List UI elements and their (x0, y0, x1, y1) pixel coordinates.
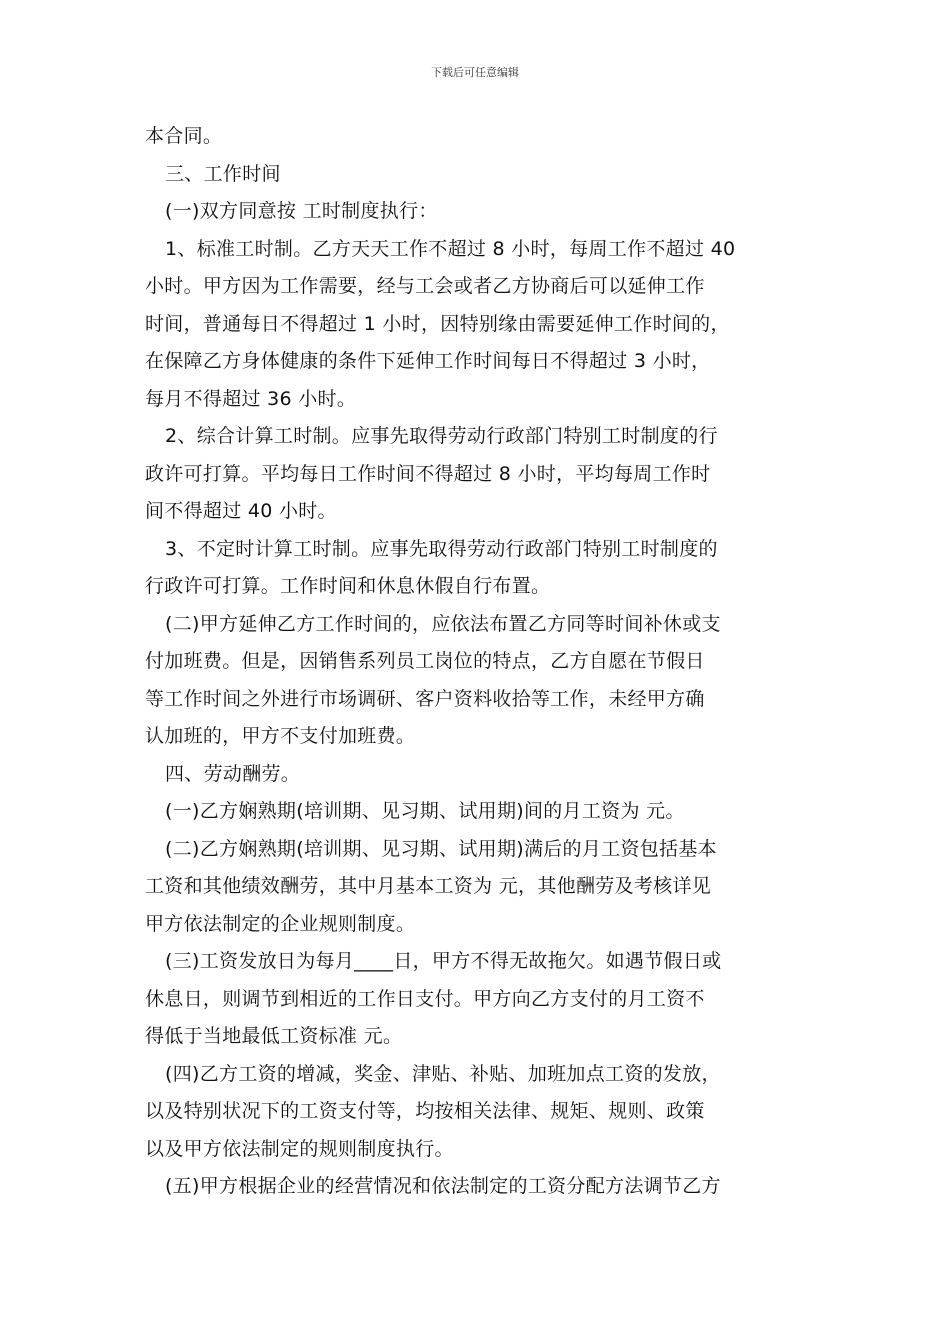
text-line: 休息日，则调节到相近的工作日支付。甲方向乙方支付的月工资不 (145, 987, 705, 1010)
text-line: 甲方依法制定的企业规则制度。 (145, 912, 416, 935)
text-line: 三、工作时间 (165, 162, 281, 185)
text-line: 工资和其他绩效酬劳，其中月基本工资为 元，其他酬劳及考核详见 (145, 875, 712, 897)
text-line: 行政许可打算。工作时间和休息休假自行布置。 (145, 575, 551, 597)
text-line: 每月不得超过 36 小时。 (145, 387, 357, 410)
page-header: 下载后可任意编辑 (431, 66, 519, 79)
text-line: 2、综合计算工时制。应事先取得劳动行政部门特别工时制度的行 (165, 425, 718, 447)
text-line: (四)乙方工资的增减，奖金、津贴、补贴、加班加点工资的发放， (165, 1062, 721, 1085)
text-line: 时间，普通每日不得超过 1 小时，因特别缘由需要延伸工作时间的， (145, 312, 730, 335)
text-line: 认加班的，甲方不支付加班费。 (145, 725, 416, 747)
text-line: 付加班费。但是，因销售系列员工岗位的特点，乙方自愿在节假日 (145, 650, 705, 672)
text-line: 得低于当地最低工资标准 元。 (145, 1025, 403, 1047)
text-line: 以及特别状况下的工资支付等，均按相关法律、规矩、规则、政策 (145, 1100, 705, 1122)
text-line: (二)甲方延伸乙方工作时间的，应依法布置乙方同等时间补休或支 (165, 612, 721, 635)
text-line: 本合同。 (145, 125, 223, 147)
text-line: 小时。甲方因为工作需要，经与工会或者乙方协商后可以延伸工作 (145, 275, 705, 297)
text-line: 间不得超过 40 小时。 (145, 500, 337, 522)
text-line: 在保障乙方身体健康的条件下延伸工作时间每日不得超过 3 小时， (145, 350, 711, 372)
text-line: 以及甲方依法制定的规则制度执行。 (145, 1137, 454, 1160)
text-line: 1、标准工时制。乙方天天工作不超过 8 小时，每周工作不超过 40 (165, 237, 736, 260)
text-line: (五)甲方根据企业的经营情况和依法制定的工资分配方法调节乙方 (165, 1175, 721, 1197)
document-body (145, 118, 810, 1206)
text-line: 政许可打算。平均每日工作时间不得超过 8 小时，平均每周工作时 (145, 462, 711, 485)
text-line: (一)乙方娴熟期(培训期、见习期、试用期)间的月工资为 元。 (165, 800, 685, 822)
text-line: 3、不定时计算工时制。应事先取得劳动行政部门特别工时制度的 (165, 537, 718, 560)
text-line: 等工作时间之外进行市场调研、客户资料收拾等工作，未经甲方确 (145, 687, 705, 710)
text-line: (一)双方同意按 工时制度执行： (165, 200, 438, 222)
text-line: (二)乙方娴熟期(培训期、见习期、试用期)满后的月工资包括基本 (165, 837, 717, 860)
text-line: (三)工资发放日为每月____日，甲方不得无故拖欠。如遇节假日或 (165, 950, 722, 972)
text-line: 四、劳动酬劳。 (165, 762, 301, 785)
